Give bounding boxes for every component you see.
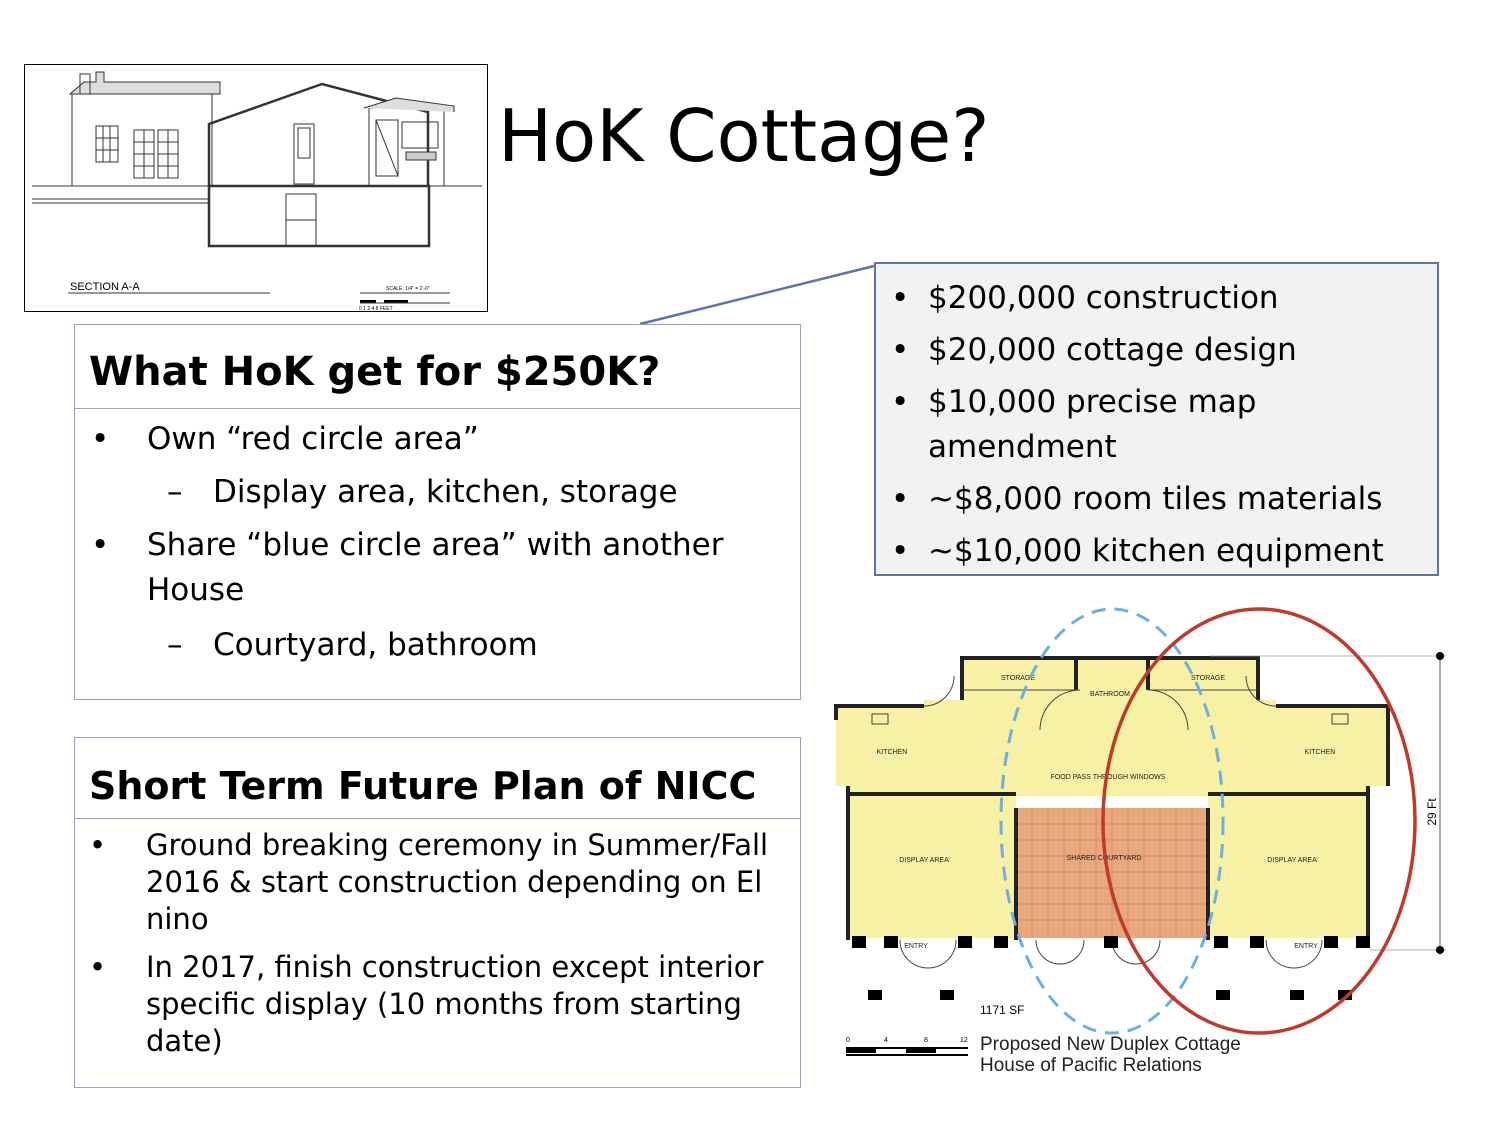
list-item: • $200,000 construction: [891, 280, 1279, 316]
list-item: • Own “red circle area”: [91, 421, 479, 457]
bathroom-label: BATHROOM: [1090, 691, 1130, 698]
food-pass-label: FOOD PASS THROUGH WINDOWS: [1050, 774, 1166, 781]
future-plan-heading: Short Term Future Plan of NICC: [75, 738, 800, 819]
kitchen-left-label: KITCHEN: [876, 749, 908, 756]
svg-text:0 1 2 4 8 FEET: 0 1 2 4 8 FEET: [359, 306, 393, 312]
entry-right-label: ENTRY: [1294, 943, 1318, 950]
list-item: • ~$10,000 kitchen equipment: [891, 533, 1384, 569]
svg-text:8: 8: [924, 1037, 928, 1044]
slide-title: HoK Cottage?: [498, 94, 990, 178]
cost-callout-box: [874, 262, 1439, 576]
list-item: • Ground breaking ceremony in Summer/Fall 2016 & start construction depending on El nino: [89, 828, 769, 936]
display-right-label: DISPLAY AREA: [1267, 857, 1317, 864]
list-item: – Display area, kitchen, storage: [167, 474, 678, 510]
what-hok-list: [75, 417, 800, 668]
section-drawing-image: [24, 64, 488, 312]
entry-left-label: ENTRY: [904, 943, 928, 950]
what-hok-heading: What HoK get for $250K?: [75, 325, 800, 409]
kitchen-right-label: KITCHEN: [1304, 749, 1336, 756]
plan-caption-line2: House of Pacific Relations: [980, 1055, 1202, 1076]
area-label: 1171 SF: [980, 1003, 1025, 1017]
list-item: • $10,000 precise map amendment: [891, 384, 1257, 465]
future-plan-list: [75, 827, 800, 1071]
what-hok-box: [74, 324, 801, 700]
svg-text:4: 4: [884, 1037, 888, 1044]
svg-text:0: 0: [846, 1037, 850, 1044]
courtyard-label: SHARED COURTYARD: [1066, 855, 1142, 862]
kitchen-right-room: [1264, 706, 1388, 786]
list-item: • In 2017, finish construction except interior specific display (10 months from starting date): [89, 950, 764, 1058]
list-item: • ~$8,000 room tiles materials: [891, 481, 1383, 517]
svg-text:SCALE: 1/4" = 1'-0": SCALE: 1/4" = 1'-0": [386, 286, 430, 292]
list-item: • Share “blue circle area” with another House: [91, 527, 724, 608]
display-left-label: DISPLAY AREA: [899, 857, 949, 864]
cost-list: [876, 276, 1437, 581]
future-plan-box: [74, 737, 801, 1088]
plan-scale-bar: [846, 1037, 968, 1055]
plan-caption-line1: Proposed New Duplex Cottage: [980, 1034, 1241, 1055]
floor-plan: [828, 600, 1454, 1090]
storage-left-label: STORAGE: [1000, 675, 1036, 682]
list-item: • $20,000 cottage design: [891, 332, 1297, 368]
section-label: SECTION A-A: [70, 281, 140, 293]
kitchen-left-room: [836, 706, 924, 786]
dimension-label: 29 Ft: [1425, 798, 1439, 826]
list-item: – Courtyard, bathroom: [167, 627, 538, 663]
storage-right-label: STORAGE: [1190, 675, 1226, 682]
svg-text:12: 12: [960, 1037, 968, 1044]
